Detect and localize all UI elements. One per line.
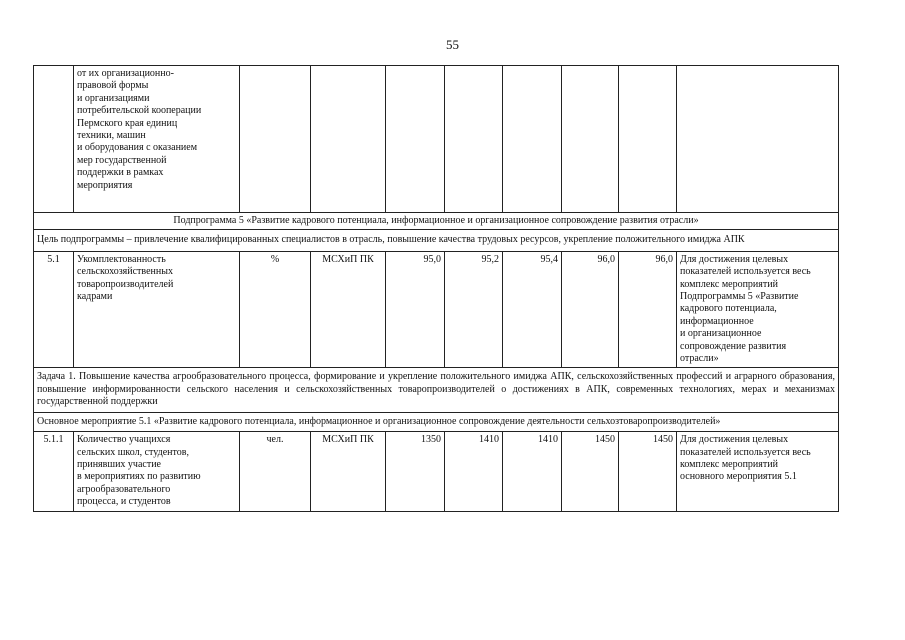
cell-indicator-name: от их организационно- правовой формы и организациями потребительской кооперации Пермского края единиц техники, машин и оборудования с оказанием мер государственной поддержки в рамках мероприятия xyxy=(74,66,240,213)
table-row-5-1 xyxy=(34,251,839,368)
cell-num: 5.1 xyxy=(34,251,74,368)
table-row-main-event-5-1 xyxy=(34,412,839,431)
cell-value-4: 1450 xyxy=(562,432,619,511)
task-1: Задача 1. Повышение качества агрообразовательного процесса, формирование и укрепление положительного имиджа АПК, сельскохозяйственных профессий и аграрного образования, повышение информированности сельского населения и сельскохозяйственных товаропроизводителей о достижениях в АПК, современных технологиях, мерах и механизмах государственной поддержки xyxy=(34,368,839,412)
cell-unit: чел. xyxy=(240,432,311,511)
cell-note: Для достижения целевых показателей используется весь комплекс мероприятий Подпрограммы 5 «Развитие кадрового потенциала, информационное и организационное сопровождение развития отрасли» xyxy=(677,251,839,368)
cell-note: Для достижения целевых показателей используется весь комплекс мероприятий основного мероприятия 5.1 xyxy=(677,432,839,511)
cell-value-5: 1450 xyxy=(619,432,677,511)
cell-value-1: 95,0 xyxy=(386,251,445,368)
table-row-subprogram-title xyxy=(34,213,839,230)
table-row-subprogram-goal xyxy=(34,230,839,251)
page-number: 55 xyxy=(446,37,459,52)
cell-value-2: 1410 xyxy=(445,432,503,511)
main-event-5-1: Основное мероприятие 5.1 «Развитие кадрового потенциала, информационное и организационное сопровождение деятельности сельхозтоваропроизводителей» xyxy=(34,412,839,431)
cell-value-3: 95,4 xyxy=(503,251,562,368)
cell-value-1: 1350 xyxy=(386,432,445,511)
cell-value-4: 96,0 xyxy=(562,251,619,368)
cell-num xyxy=(34,66,74,213)
table-row-5-1-1 xyxy=(34,432,839,511)
table-row-task-1 xyxy=(34,368,839,412)
cell-unit: % xyxy=(240,251,311,368)
cell-num: 5.1.1 xyxy=(34,432,74,511)
cell-value-5: 96,0 xyxy=(619,251,677,368)
cell-value-2: 95,2 xyxy=(445,251,503,368)
cell-indicator-name: Укомплектованность сельскохозяйственных товаропроизводителей кадрами xyxy=(74,251,240,368)
subprogram-goal: Цель подпрограммы – привлечение квалифицированных специалистов в отрасль, повышение качества трудовых ресурсов, укрепление положительного имиджа АПК xyxy=(34,230,839,251)
cell-indicator-name: Количество учащихся сельских школ, студентов, принявших участие в мероприятиях по развитию агрообразовательного процесса, и студентов xyxy=(74,432,240,511)
cell-value-3: 1410 xyxy=(503,432,562,511)
table-row-continuation xyxy=(34,66,839,213)
subprogram-title: Подпрограмма 5 «Развитие кадрового потенциала, информационное и организационное сопровождение развития отрасли» xyxy=(34,213,839,230)
cell-agency: МСХиП ПК xyxy=(311,251,386,368)
cell-agency: МСХиП ПК xyxy=(311,432,386,511)
indicators-table xyxy=(33,65,839,512)
